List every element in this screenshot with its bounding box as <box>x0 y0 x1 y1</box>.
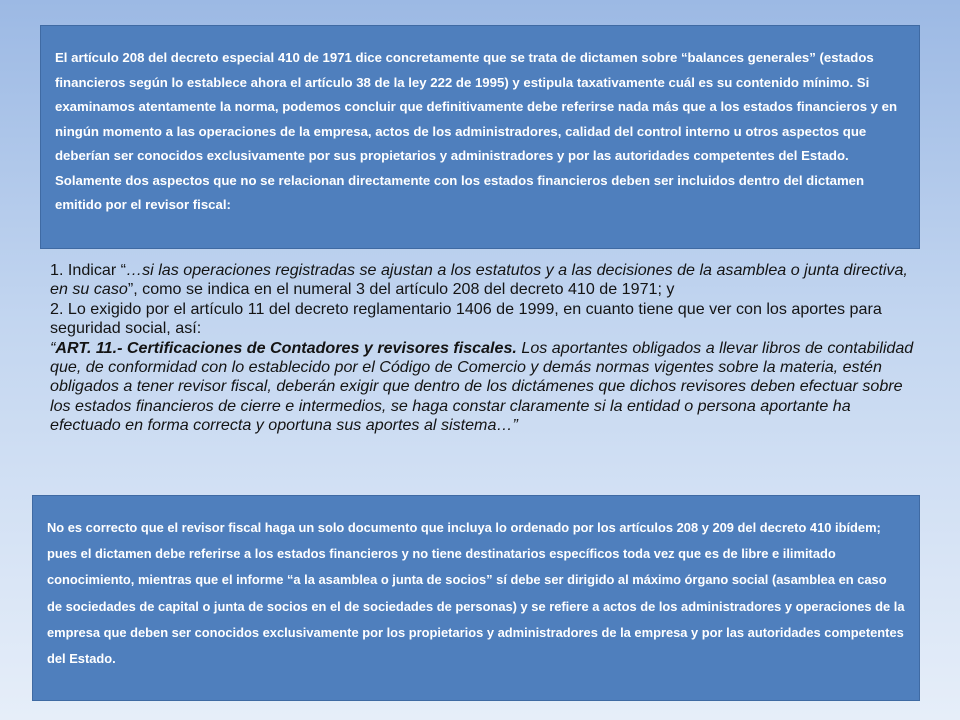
quote-title: ART. 11.- Certificaciones de Contadores y revisores fiscales. <box>55 338 517 357</box>
quote-open-mark: “ <box>50 338 56 357</box>
bottom-text-box <box>32 495 920 701</box>
top-paragraph-1: El artículo 208 del decreto especial 410 de 1971 dice concretamente que se trata de dictamen sobre “balances generales” (estados financieros según lo establece ahora el artículo 38 de la ley 222 de 1995) y estipula taxativamente cuál es su contenido mínimo. Si examinamos atentamente la norma, podemos concluir que definitivamente debe referirse nada más que a los estados financieros y en ningún momento a las operaciones de la empresa, actos de los administradores, calidad del control interno u otros aspectos que deberían ser conocidos exclusivamente por sus propietarios y administradores y por las autoridades competentes del Estado. <box>55 50 898 163</box>
article-quote <box>50 339 920 436</box>
middle-text <box>50 261 920 436</box>
item-1-quote: …si las operaciones registradas se ajustan a los estatutos y a las decisiones de la asamblea o junta directiva, en su caso <box>50 261 908 299</box>
item-1-prefix: 1. Indicar “ <box>50 261 127 279</box>
quote-body: Los aportantes obligados a llevar libros de contabilidad que, de conformidad con lo establecido por el Código de Comercio y demás normas vigentes sobre la materia, estén obligados a tener revisor fiscal, deberán exigir que dentro de los dictámenes que dichos revisores deben efectuar sobre los estados financieros de cierre e intermedios, se haga constar claramente si la entidad o persona aportante ha efectuado en forma correcta y oportuna sus aportes al sistema…” <box>50 338 914 435</box>
item-2: 2. Lo exigido por el artículo 11 del decreto reglamentario 1406 de 1999, en cuanto tiene que ver con los aportes para seguridad social, así: <box>50 299 882 338</box>
bottom-paragraph: No es correcto que el revisor fiscal haga un solo documento que incluya lo ordenado por los artículos 208 y 209 del decreto 410 ibídem; pues el dictamen debe referirse a los estados financieros y no tiene destinatarios específicos toda vez que es de libre e ilimitado conocimiento, mientras que el informe “a la asamblea o junta de socios” sí debe ser dirigido al máximo órgano social (asamblea en caso de sociedades de capital o junta de socios en el de sociedades de personas) y se refiere a actos de los administradores y operaciones de la empresa que deben ser conocidos exclusivamente por los propietarios y administradores de la empresa y por las autoridades competentes del Estado. <box>47 520 905 667</box>
top-text-box <box>40 25 920 249</box>
top-paragraph-2: Solamente dos aspectos que no se relacionan directamente con los estados financieros deben ser incluidos dentro del dictamen emitido por el revisor fiscal: <box>55 172 865 212</box>
item-1 <box>50 261 920 300</box>
item-1-suffix: ”, como se indica en el numeral 3 del artículo 208 del decreto 410 de 1971; y <box>127 280 675 299</box>
